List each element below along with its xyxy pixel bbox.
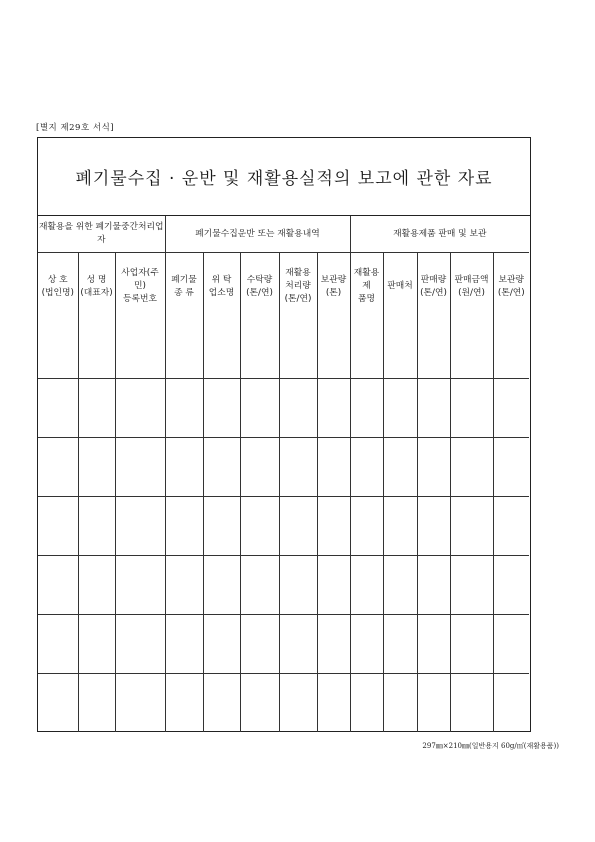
table-cell[interactable]	[450, 379, 493, 438]
column-header: 사업자(주민) 등록번호	[115, 253, 165, 321]
table-cell[interactable]	[417, 320, 450, 379]
table-cell[interactable]	[417, 674, 450, 733]
column-header: 상 호 (법인명)	[38, 253, 78, 321]
table-cell[interactable]	[115, 438, 165, 497]
table-cell[interactable]	[493, 674, 529, 733]
table-cell[interactable]	[165, 615, 203, 674]
table-cell[interactable]	[279, 674, 317, 733]
table-cell[interactable]	[165, 497, 203, 556]
table-cell[interactable]	[165, 379, 203, 438]
table-cell[interactable]	[203, 320, 240, 379]
table-cell[interactable]	[317, 497, 350, 556]
table-cell[interactable]	[383, 497, 417, 556]
table-cell[interactable]	[240, 438, 279, 497]
table-body	[38, 320, 529, 732]
table-cell[interactable]	[493, 379, 529, 438]
table-cell[interactable]	[38, 438, 78, 497]
table-cell[interactable]	[115, 674, 165, 733]
table-row	[38, 556, 529, 615]
form-frame	[37, 137, 531, 732]
table-cell[interactable]	[203, 379, 240, 438]
table-cell[interactable]	[38, 497, 78, 556]
table-cell[interactable]	[115, 320, 165, 379]
table-cell[interactable]	[78, 615, 115, 674]
table-cell[interactable]	[350, 615, 383, 674]
table-cell[interactable]	[493, 615, 529, 674]
table-cell[interactable]	[450, 556, 493, 615]
table-cell[interactable]	[165, 674, 203, 733]
column-header: 위 탁 업소명	[203, 253, 240, 321]
table-cell[interactable]	[78, 674, 115, 733]
table-cell[interactable]	[417, 379, 450, 438]
table-cell[interactable]	[317, 615, 350, 674]
table-cell[interactable]	[240, 379, 279, 438]
table-cell[interactable]	[78, 320, 115, 379]
table-cell[interactable]	[317, 556, 350, 615]
table-cell[interactable]	[493, 320, 529, 379]
group-header-processor: 재활용을 위한 폐기물중간처리업자	[38, 216, 165, 253]
table-cell[interactable]	[279, 615, 317, 674]
table-row	[38, 497, 529, 556]
table-cell[interactable]	[493, 556, 529, 615]
column-header: 보관량 (톤)	[317, 253, 350, 321]
table-cell[interactable]	[115, 379, 165, 438]
table-cell[interactable]	[493, 497, 529, 556]
table-cell[interactable]	[115, 497, 165, 556]
column-header: 보관량 (톤/연)	[493, 253, 529, 321]
table-row	[38, 615, 529, 674]
table-cell[interactable]	[38, 379, 78, 438]
table-cell[interactable]	[165, 320, 203, 379]
table-cell[interactable]	[115, 615, 165, 674]
column-header: 성 명 (대표자)	[78, 253, 115, 321]
table-cell[interactable]	[78, 438, 115, 497]
table-cell[interactable]	[279, 320, 317, 379]
table-cell[interactable]	[165, 556, 203, 615]
table-cell[interactable]	[279, 497, 317, 556]
table-cell[interactable]	[279, 438, 317, 497]
table-cell[interactable]	[383, 438, 417, 497]
table-cell[interactable]	[417, 497, 450, 556]
table-cell[interactable]	[38, 674, 78, 733]
table-cell[interactable]	[78, 379, 115, 438]
column-header: 판매금액 (원/연)	[450, 253, 493, 321]
table-cell[interactable]	[450, 615, 493, 674]
table-cell[interactable]	[383, 320, 417, 379]
table-cell[interactable]	[203, 615, 240, 674]
group-header-sales: 재활용제품 판매 및 보관	[350, 216, 529, 253]
table-cell[interactable]	[38, 556, 78, 615]
table-cell[interactable]	[350, 320, 383, 379]
table-cell[interactable]	[240, 497, 279, 556]
column-header-row	[38, 253, 529, 321]
table-cell[interactable]	[417, 615, 450, 674]
table-cell[interactable]	[203, 674, 240, 733]
table-cell[interactable]	[203, 497, 240, 556]
table-cell[interactable]	[78, 556, 115, 615]
column-header: 재활용 처리량 (톤/연)	[279, 253, 317, 321]
table-cell[interactable]	[115, 556, 165, 615]
column-header: 수탁량 (톤/연)	[240, 253, 279, 321]
group-header-row	[38, 216, 529, 253]
table-cell[interactable]	[165, 438, 203, 497]
column-header: 재활용제 품명	[350, 253, 383, 321]
table-cell[interactable]	[383, 615, 417, 674]
table-row	[38, 320, 529, 379]
group-header-collection: 폐기물수집운반 또는 재활용내역	[165, 216, 350, 253]
table-cell[interactable]	[240, 320, 279, 379]
table-row	[38, 674, 529, 733]
table-cell[interactable]	[450, 497, 493, 556]
table-cell[interactable]	[450, 438, 493, 497]
table-cell[interactable]	[240, 556, 279, 615]
table-cell[interactable]	[450, 320, 493, 379]
table-cell[interactable]	[38, 615, 78, 674]
table-cell[interactable]	[350, 438, 383, 497]
table-cell[interactable]	[317, 379, 350, 438]
table-cell[interactable]	[317, 320, 350, 379]
table-cell[interactable]	[383, 379, 417, 438]
table-cell[interactable]	[317, 674, 350, 733]
table-cell[interactable]	[450, 674, 493, 733]
paper-size-note: 297㎜×210㎜(일반용지 60g/㎡(재활용품))	[422, 742, 559, 750]
table-row	[38, 438, 529, 497]
table-cell[interactable]	[203, 556, 240, 615]
table-cell[interactable]	[78, 497, 115, 556]
table-cell[interactable]	[38, 320, 78, 379]
table-cell[interactable]	[350, 674, 383, 733]
table-cell[interactable]	[317, 438, 350, 497]
table-cell[interactable]	[350, 379, 383, 438]
column-header: 판매처	[383, 253, 417, 321]
table-cell[interactable]	[279, 379, 317, 438]
column-header: 폐기물 종 류	[165, 253, 203, 321]
column-header: 판매량 (톤/연)	[417, 253, 450, 321]
table-cell[interactable]	[417, 438, 450, 497]
table-cell[interactable]	[203, 438, 240, 497]
table-cell[interactable]	[279, 556, 317, 615]
report-table	[38, 216, 529, 732]
table-cell[interactable]	[240, 615, 279, 674]
table-cell[interactable]	[383, 556, 417, 615]
form-title: 폐기물수집 · 운반 및 재활용실적의 보고에 관한 자료	[38, 138, 530, 216]
table-cell[interactable]	[350, 497, 383, 556]
table-cell[interactable]	[350, 556, 383, 615]
table-cell[interactable]	[417, 556, 450, 615]
table-cell[interactable]	[493, 438, 529, 497]
form-number-label: [별지 제29호 서식]	[36, 123, 115, 133]
table-row	[38, 379, 529, 438]
table-cell[interactable]	[383, 674, 417, 733]
table-cell[interactable]	[240, 674, 279, 733]
